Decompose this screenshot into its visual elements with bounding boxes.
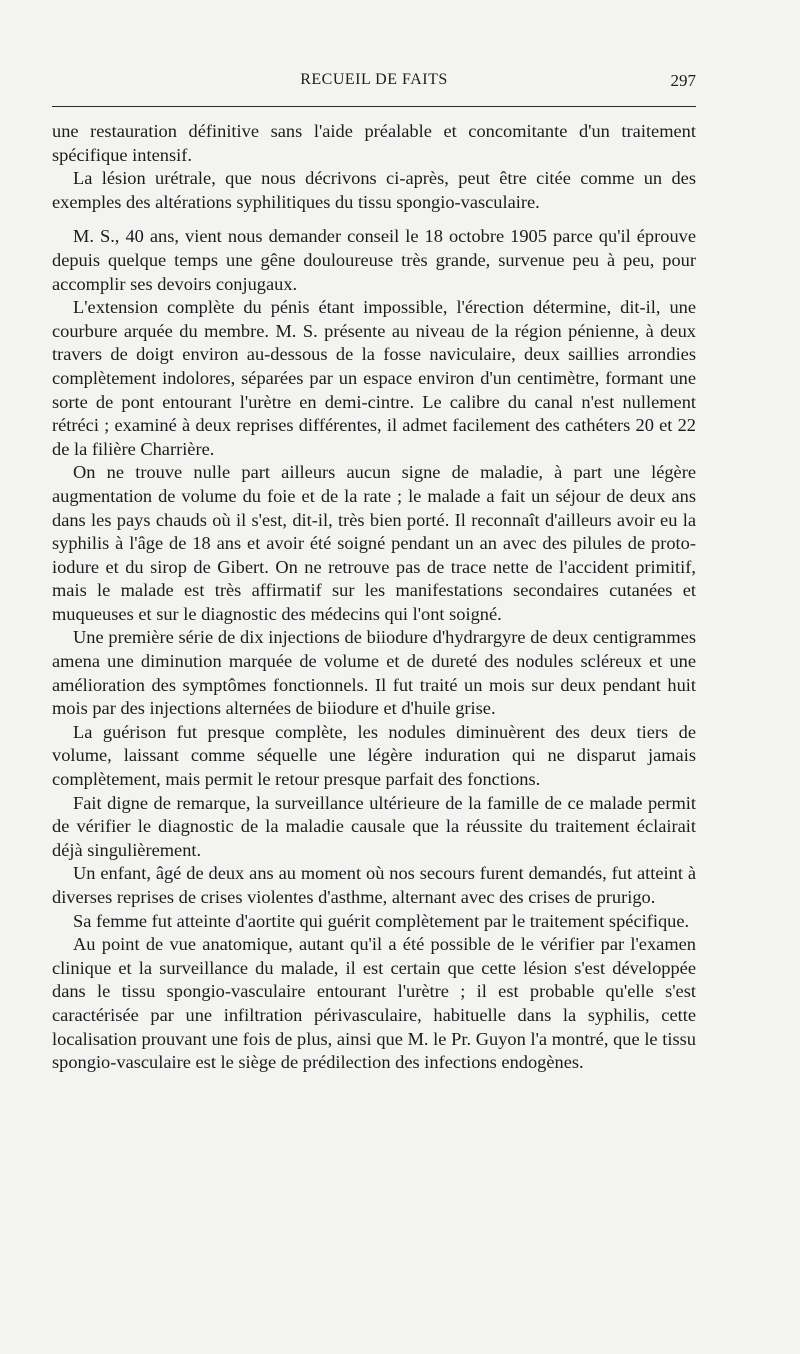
- paragraph-examination: L'extension complète du pénis étant impossible, l'érection détermine, dit-il, une courbure arquée du membre. M. S. présente au niveau de la région pénienne, à deux travers de doigt environ au-dessous de la fosse naviculaire, deux saillies arrondies complètement indolores, séparées par un espace environ d'un centimètre, formant une sorte de pont entourant l'urètre en demi-cintre. Le calibre du canal n'est nullement rétréci ; examiné à deux reprises différentes, il admet facilement des cathéters 20 et 22 de la filière Charrière.: [52, 297, 696, 459]
- paragraph-treatment: Une première série de dix injections de biiodure d'hydrargyre de deux centigrammes amena une diminution marquée de volume et de dureté des nodules scléreux et une amélioration des symptômes fonctionnels. Il fut traité un mois sur deux pendant huit mois par des injections alternées de biiodure et d'huile grise.: [52, 627, 696, 719]
- running-title: RECUEIL DE FAITS: [300, 71, 448, 88]
- paragraph-anatomy: Au point de vue anatomique, autant qu'il a été possible de le vérifier par l'examen clinique et la surveillance du malade, il est certain que cette lésion s'est développée dans le tissu spongio-vasculaire entourant l'urètre ; il est probable qu'elle s'est caractérisée par une infiltration périvasculaire, habituelle dans la syphilis, cette localisation prouvant une fois de plus, ainsi que M. le Pr. Guyon l'a montré, que le tissu spongio-vasculaire est le siège de prédilection des infections endogènes.: [52, 934, 696, 1073]
- body-text: [52, 120, 696, 1075]
- paragraph-case-intro: M. S., 40 ans, vient nous demander conseil le 18 octobre 1905 parce qu'il éprouve depuis quelque temps une gêne douloureuse très grande, survenue peu à peu, pour accomplir ses devoirs conjugaux.: [52, 226, 696, 294]
- paragraph-wife: Sa femme fut atteinte d'aortite qui guérit complètement par le traitement spécifique.: [73, 910, 690, 931]
- page-number: 297: [670, 71, 696, 90]
- paragraph-healing: La guérison fut presque complète, les nodules diminuèrent des deux tiers de volume, laissant comme séquelle une légère induration qui ne disparut jamais complètement, mais permit le retour presque parfait des fonctions.: [52, 721, 696, 790]
- header-rule: [52, 106, 696, 107]
- paragraph-family-remark: Fait digne de remarque, la surveillance ultérieure de la famille de ce malade permit de vérifier le diagnostic de la maladie causale que la réussite du traitement éclairait déjà singulièrement.: [52, 792, 696, 860]
- paragraph-urethral-lesion: La lésion urétrale, que nous décrivons ci-après, peut être citée comme un des exemples des altérations syphilitiques du tissu spongio-vasculaire.: [52, 168, 696, 212]
- running-head: [52, 71, 696, 95]
- paragraph-child: Un enfant, âgé de deux ans au moment où nos secours furent demandés, fut atteint à diverses reprises de crises violentes d'asthme, alternant avec des crises de prurigo.: [52, 863, 696, 907]
- paragraph-continuation: une restauration définitive sans l'aide préalable et concomitante d'un traitement spécifique intensif.: [52, 121, 696, 165]
- paragraph-history: On ne trouve nulle part ailleurs aucun signe de maladie, à part une légère augmentation de volume du foie et de la rate ; le malade a fait un séjour de deux ans dans les pays chauds où il s'est, dit-il, très bien porté. Il reconnaît d'ailleurs avoir eu la syphilis à l'âge de 18 ans et avoir été soigné pendant un an avec des pilules de proto-iodure et du sirop de Gibert. On ne retrouve pas de trace nette de l'accident primitif, mais le malade est très affirmatif sur les manifestations secondaires cutanées et muqueuses et sur le diagnostic des médecins qui l'ont soigné.: [52, 462, 696, 624]
